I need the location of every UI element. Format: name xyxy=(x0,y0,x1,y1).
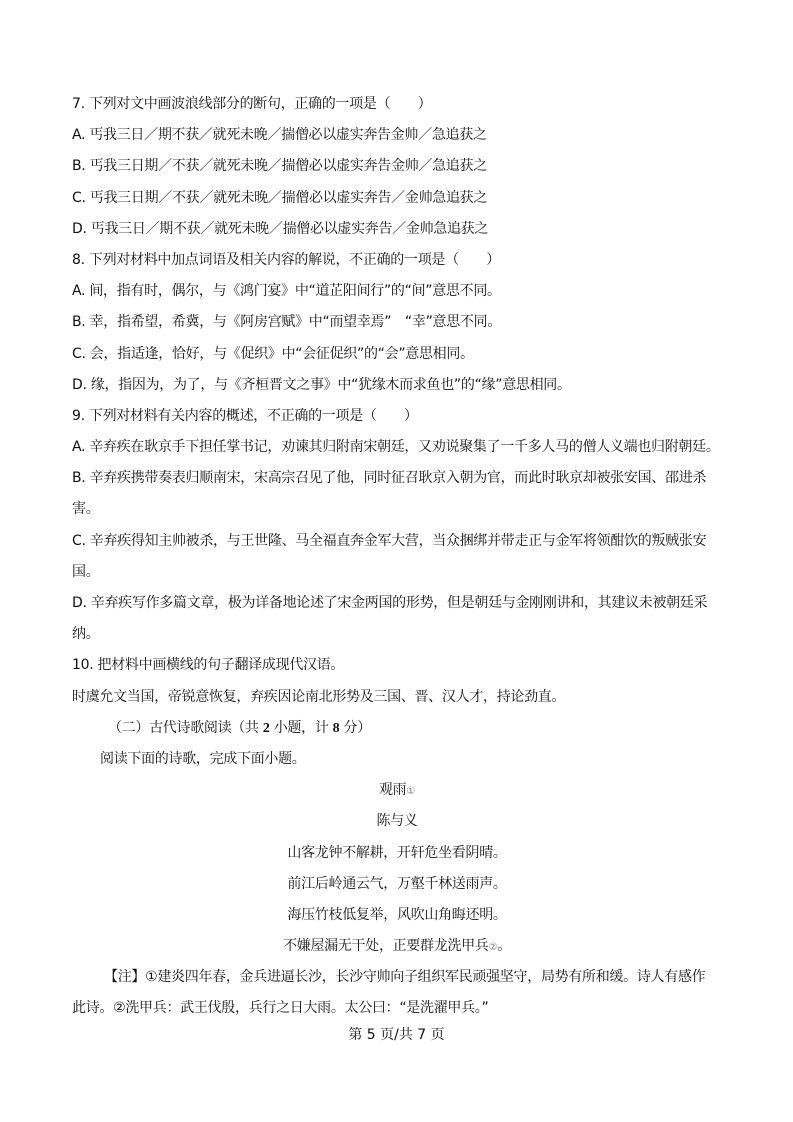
q9-option-d-cont: 纳。 xyxy=(72,626,100,643)
q8-option-d: D. 缘，指因为，为了，与《齐桓晋文之事》中“犹缘木而求鱼也”的“缘”意思相同。 xyxy=(72,376,571,393)
poem-line-end: 。 xyxy=(497,938,511,955)
poem-line: 山客龙钟不解耕，开轩危坐看阴晴。 xyxy=(287,844,507,861)
section-score: 8 xyxy=(332,720,340,736)
q9-option-a: A. 辛弃疾在耿京手下担任掌书记，劝谏其归附南宋朝廷，又劝说聚集了一千多人马的僧人义端也归附朝廷。 xyxy=(72,439,720,456)
heading-text: 小题，计 xyxy=(269,719,333,736)
q7-option-d: D. 丐我三日／期不获／就死未晚／揣僧必以虚实奔告／金帅急追获之 xyxy=(72,220,489,237)
poem-title-text: 观雨 xyxy=(378,782,407,799)
page-footer: 第 5 页/共 7 页 xyxy=(348,1027,445,1043)
poem-title xyxy=(72,780,722,811)
q9-option-c-cont: 国。 xyxy=(72,563,100,580)
q7-option-b: B. 丐我三日期／不获／就死未晚／揣僧必以虚实奔告金帅／急追获之 xyxy=(72,158,487,175)
section-heading xyxy=(72,718,732,749)
poem-line-text: 不嫌屋漏无干处，正要群龙洗甲兵 xyxy=(283,938,489,955)
q7-option-a: A. 丐我三日／期不获／就死未晚／揣僧必以虚实奔告金帅／急追获之 xyxy=(72,127,487,144)
q8-option-a: A. 间，指有时，偶尔，与《鸿门宴》中“道芷阳间行”的“间”意思不同。 xyxy=(72,283,501,300)
q8-stem: 8. 下列对材料中加点词语及相关内容的解说，不正确的一项是（ ） xyxy=(72,251,500,268)
footnote-marker: ① xyxy=(406,786,416,798)
q9-stem: 9. 下列对材料有关内容的概述，不正确的一项是（ ） xyxy=(72,407,418,424)
q8-option-c: C. 会，指适逢，恰好，与《促织》中“会征促织”的“会”意思相同。 xyxy=(72,345,474,362)
q8-option-b: B. 幸，指希望，希冀，与《阿房宫赋》中“而望幸焉” “幸”意思不同。 xyxy=(72,314,502,331)
q10-sentence: 时虞允文当国，帝锐意恢复，弃疾因论南北形势及三国、晋、汉人才，持论劲直。 xyxy=(72,688,566,705)
poem-line: 前江后岭通云气，万壑千林送雨声。 xyxy=(287,875,507,892)
heading-text: （二）古代诗歌阅读（共 xyxy=(108,719,263,736)
heading-text: 分） xyxy=(339,719,371,736)
q10-stem: 10. 把材料中画横线的句子翻译成现代汉语。 xyxy=(72,657,345,674)
exam-page xyxy=(72,94,732,1030)
poem-author: 陈与义 xyxy=(376,813,418,830)
note-line-1: 【注】①建炎四年春，金兵进逼长沙，长沙守帅向子组织军民顽强坚守，局势有所和缓。诗人有感作 xyxy=(104,969,706,986)
poem-line xyxy=(72,936,722,967)
section-instruction: 阅读下面的诗歌，完成下面小题。 xyxy=(100,750,306,767)
q7-option-c: C. 丐我三日期／不获／就死未晚／揣僧必以虚实奔告／金帅急追获之 xyxy=(72,189,488,206)
note-line-2: 此诗。②洗甲兵：武王伐殷，兵行之日大雨。太公曰：“是洗濯甲兵。” xyxy=(72,1000,489,1017)
footnote-marker: ② xyxy=(488,942,498,954)
q9-option-d: D. 辛弃疾写作多篇文章，极为详备地论述了宋金两国的形势，但是朝廷与金刚刚讲和，其建议未被朝廷采 xyxy=(72,595,708,611)
q9-option-b: B. 辛弃疾携带奏表归顺南宋，宋高宗召见了他，同时征召耿京入朝为官，而此时耿京却被张安国、邵进杀 xyxy=(72,470,707,487)
q7-stem: 7. 下列对文中画波浪线部分的断句，正确的一项是（ ） xyxy=(72,96,432,112)
poem-line: 海压竹枝低复举，风吹山角晦还明。 xyxy=(287,906,507,923)
question-count: 2 xyxy=(262,720,270,736)
q9-option-b-cont: 害。 xyxy=(72,501,100,518)
q9-option-c: C. 辛弃疾得知主帅被杀，与王世隆、马全福直奔金军大营，当众捆绑并带走正与金军将领酣饮的叛贼张安 xyxy=(72,532,707,549)
